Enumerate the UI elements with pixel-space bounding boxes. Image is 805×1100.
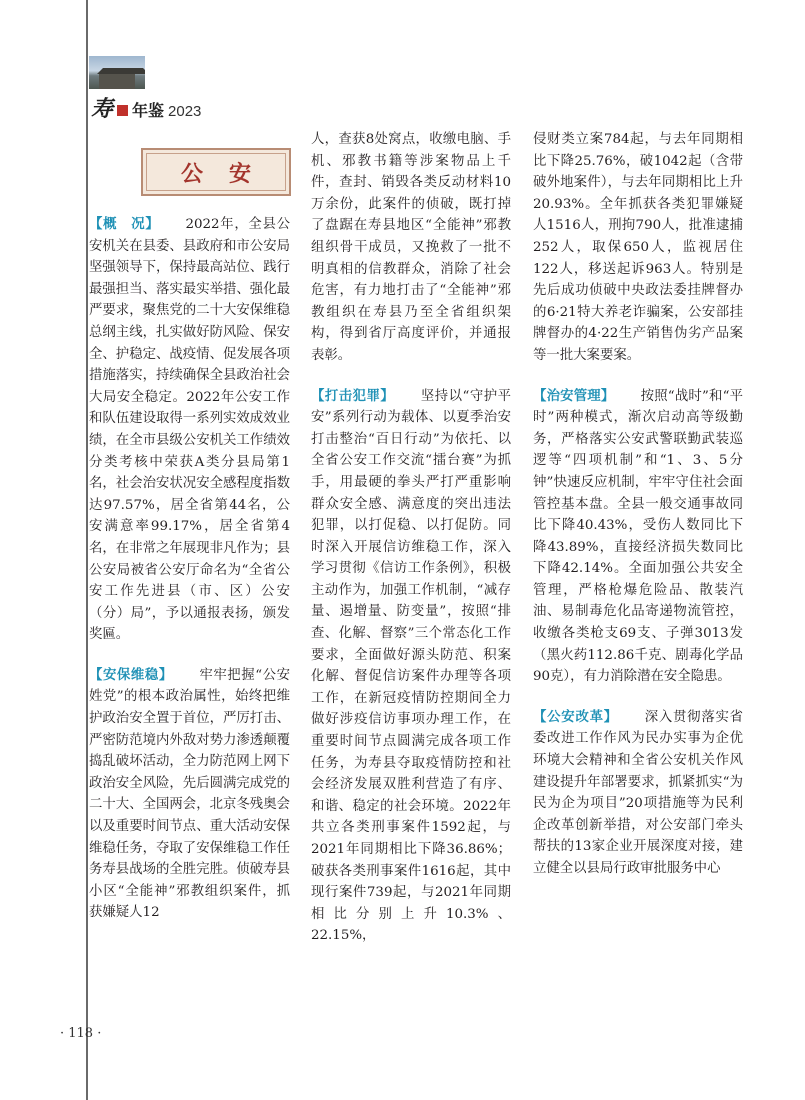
heading-crime: 【打击犯罪】 bbox=[311, 387, 395, 404]
section-title: 公安 bbox=[180, 160, 277, 187]
paragraph-security bbox=[89, 665, 290, 924]
paragraph-public-order bbox=[533, 386, 743, 688]
security-text-cont: 人，查获8处窝点，收缴电脑、手机、邪教书籍等涉案物品上千件，查封、销毁各类反动材料10万余份，此案件的侦破，既打掉了盘踞在寿县地区“全能神”邪教组织骨干成员，又挽救了一批不明真相的信教群众，消除了社会危害，有力地打击了“全能神”邪教组织在寿县乃至全省组织架构，得到省厅高度评价，并通报表彰。 bbox=[311, 132, 511, 363]
paragraph-crime bbox=[311, 386, 511, 947]
paragraph-crime-cont bbox=[533, 129, 743, 367]
heading-public-order: 【治安管理】 bbox=[533, 387, 615, 404]
logo-char-nianjian: 年鉴 bbox=[132, 101, 165, 120]
section-title-box bbox=[141, 148, 291, 196]
margin-rule bbox=[86, 0, 88, 1100]
security-text: 牢牢把握“公安姓党”的根本政治属性，始终把维护政治安全置于首位，严厉打击、严密防范境内外敌对势力渗透颠覆捣乱破坏活动，全力防范网上网下政治安全风险，先后圆满完成党的二十大、全国两会，北京冬残奥会以及重要时间节点、重大活动安保维稳任务，夺取了安保维稳工作任务寿县战场的全胜完胜。侦破寿县小区“全能神”邪教组织案件，抓获嫌疑人12 bbox=[89, 667, 290, 921]
heading-security: 【安保维稳】 bbox=[89, 666, 173, 683]
overview-text: 2022年，全县公安机关在县委、县政府和市公安局坚强领导下，保持最高站位、践行最强担当、落实最实举措、强化最严要求，聚焦党的二十大安保维稳总纲主线，扎实做好防风险、保安全、护稳定、战疫情、促发展各项措施落实，持续确保全县政治社会大局安全稳定。2022年公安工作和队伍建设取得一系列实效成效业绩，在全市县级公安机关工作绩效分类考核中荣获A类分县局第1名，社会治安状况安全感程度指数达97.57%，居全省第44名，公安满意率99.17%，居全省第4名，在非常之年展现非凡作为；县公安局被省公安厅命名为“全省公安工作先进县（市、区）公安（分）局”，予以通报表扬，颁发奖匾。 bbox=[89, 217, 291, 643]
yearbook-logo bbox=[91, 92, 201, 123]
paragraph-reform bbox=[533, 707, 743, 880]
crime-text: 坚持以“守护平安”系列行动为载体、以夏季治安打击整治“百日行动”为依托、以全省公安工作交流“擂台赛”为抓手，用最硬的拳头严打严重影响群众安全感、满意度的突出违法犯罪，以打促稳、以打促防。同时深入开展信访维稳工作，深入学习贯彻《信访工作条例》，积极主动作为，加强工作机制，“减存量、遏增量、防变量”，按照“排查、化解、督察”三个常态化工作要求，全面做好源头防范、积案化解、督促信访案件办理等各项工作，在新冠疫情防控期间全力做好涉疫信访事项办理工作，在重要时间节点圆满完成各项工作任务，为寿县夺取疫情防控和社会经济发展双胜利营造了有序、和谐、稳定的社会环境。2022年共立各类刑事案件1592起，与2021年同期相比下降36.86%；破获各类刑事案件1616起，其中现行案件739起，与2021年同期相比分别上升10.3%、22.15%， bbox=[311, 388, 511, 944]
gate-wall-shape bbox=[99, 74, 135, 89]
public-order-text: 按照“战时”和“平时”两种模式，渐次启动高等级勤务，严格落实公安武警联勤武装巡逻等“四项机制”和“1、3、5分钟”快速反应机制，牢牢守住社会面管控基本盘。全县一般交通事故同比下降40.43%，受伤人数同比下降43.89%，直接经济损失数同比下降42.14%。全面加强公共安全管理，严格枪爆危险品、散装汽油、易制毒危化品寄递物流管控，收缴各类枪支69支、子弹3013发（黑火药112.86千克、剧毒化学品90克），有力消除潜在安全隐患。 bbox=[533, 388, 743, 685]
crime-text-cont: 侵财类立案784起，与去年同期相比下降25.76%，破1042起（含带破外地案件），与去年同期相比上升20.93%。全年抓获各类犯罪嫌疑人1516人，刑拘790人，批准逮捕252人，取保650人，监视居住122人，移送起诉963人。特别是先后成功侦破中央政法委挂牌督办的6·21特大养老诈骗案，公安部挂牌督办的4·22生产销售伪劣产品案等一批大案要案。 bbox=[533, 132, 743, 363]
paragraph-security-cont bbox=[311, 129, 511, 367]
seal-icon bbox=[117, 105, 128, 116]
text-column-2 bbox=[311, 129, 511, 966]
text-column-1 bbox=[89, 214, 290, 943]
reform-text: 深入贯彻落实省委改进工作作风为民办实事为企优环境大会精神和全省公安机关作风建设提升年部署要求，抓紧抓实“为民为企为项目”20项措施等为民利企改革创新举措，对公安部门牵头帮扶的13家企业开展深度对接，建立健全以县局行政审批服务中心 bbox=[533, 709, 744, 876]
heading-reform: 【公安改革】 bbox=[533, 708, 618, 725]
header-photo bbox=[89, 56, 145, 89]
logo-char-shou: 寿 bbox=[91, 96, 114, 122]
text-column-3 bbox=[533, 129, 743, 899]
heading-overview: 【概 况】 bbox=[89, 216, 160, 232]
paragraph-overview bbox=[89, 214, 290, 646]
yearbook-year: 2023 bbox=[168, 103, 202, 120]
page-number: · 118 · bbox=[60, 1026, 102, 1041]
